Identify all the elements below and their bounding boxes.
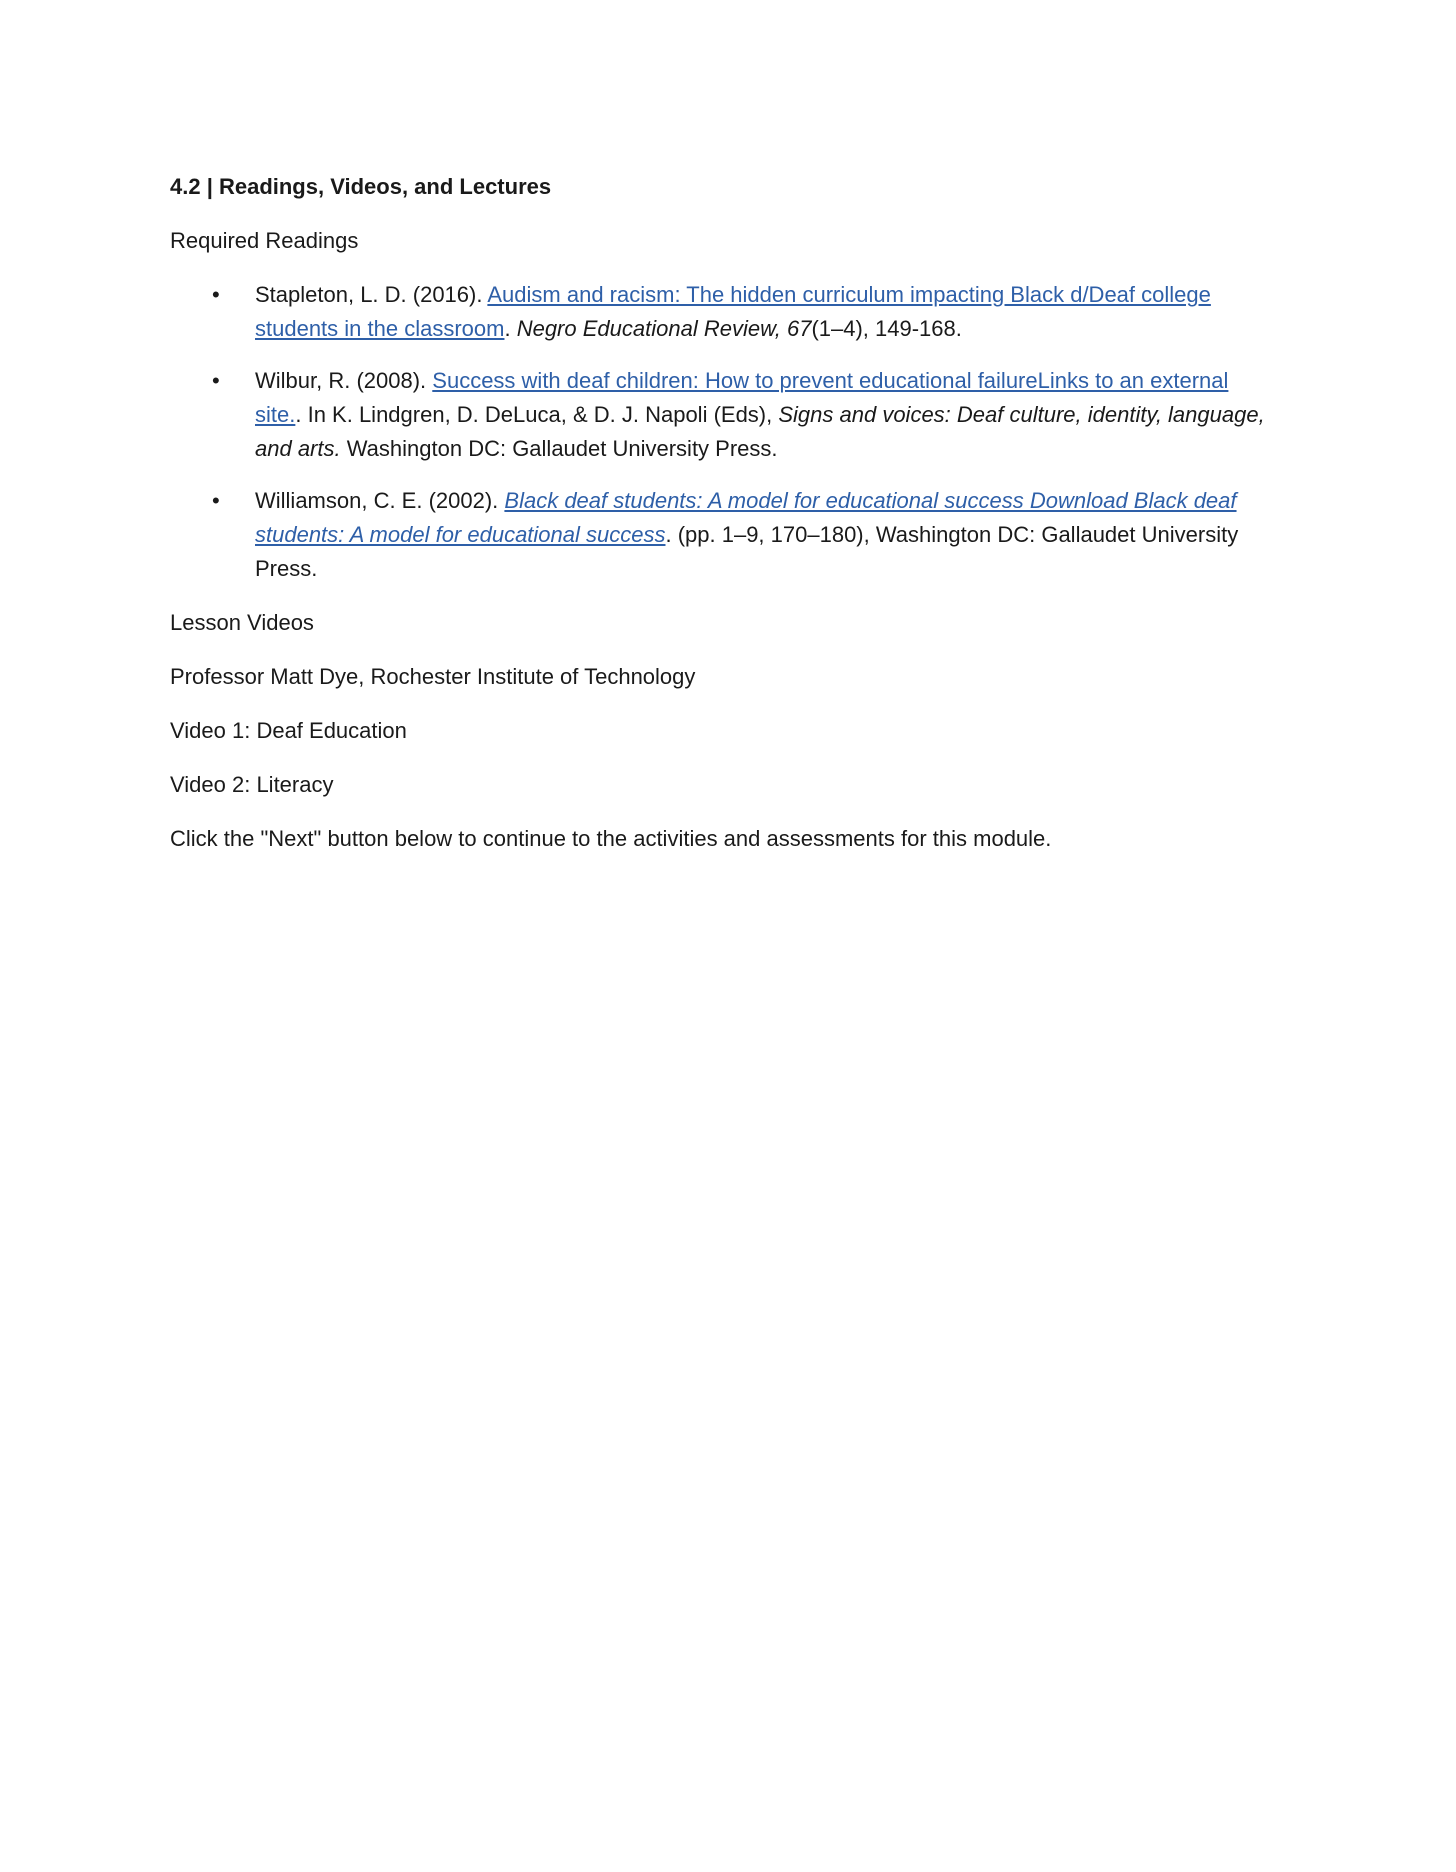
required-readings-label: Required Readings [170, 228, 359, 253]
reading-link-black-deaf-students[interactable]: Black deaf students: A model for educational success Download Black deaf students: A model for educational success [255, 488, 1237, 547]
reading-citation-suffix: . (pp. 1–9, 170–180), Washington DC: Gallaudet University Press. [255, 522, 1239, 581]
professor-credit: Professor Matt Dye, Rochester Institute of Technology [170, 664, 696, 689]
reading-citation-suffix: Washington DC: Gallaudet University Press. [340, 436, 778, 461]
next-instruction: Click the "Next" button below to continue to the activities and assessments for this module. [170, 826, 1052, 851]
section-heading: 4.2 | Readings, Videos, and Lectures [170, 174, 552, 199]
video-item-deaf-education: Video 1: Deaf Education [170, 718, 407, 743]
reading-item-wilbur [170, 364, 1280, 466]
reading-journal-title: Negro Educational Review, 67 [516, 316, 812, 341]
reading-citation-separator: . [504, 316, 517, 341]
bullet-icon: • [212, 368, 220, 393]
video-item-literacy: Video 2: Literacy [170, 772, 334, 797]
reading-citation-prefix: Williamson, C. E. (2002). [255, 488, 505, 513]
document-page [170, 170, 1280, 876]
bullet-icon: • [212, 488, 220, 513]
reading-citation-suffix: (1–4), 149-168. [811, 316, 962, 341]
reading-citation-prefix: Stapleton, L. D. (2016). [255, 282, 488, 307]
reading-citation-editors: . In K. Lindgren, D. DeLuca, & D. J. Napoli (Eds), [295, 402, 779, 427]
reading-item-williamson [170, 484, 1280, 586]
bullet-icon: • [212, 282, 220, 307]
reading-book-title: Signs and voices: Deaf culture, identity, language, and arts. [255, 402, 1265, 461]
reading-citation-prefix: Wilbur, R. (2008). [255, 368, 433, 393]
readings-list [170, 278, 1280, 586]
reading-item-stapleton [170, 278, 1280, 346]
reading-link-success-with-deaf-children[interactable]: Success with deaf children: How to prevent educational failureLinks to an external site. [255, 368, 1229, 427]
lesson-videos-label: Lesson Videos [170, 610, 314, 635]
reading-link-audism-and-racism[interactable]: Audism and racism: The hidden curriculum impacting Black d/Deaf college students in the classroom [255, 282, 1211, 341]
